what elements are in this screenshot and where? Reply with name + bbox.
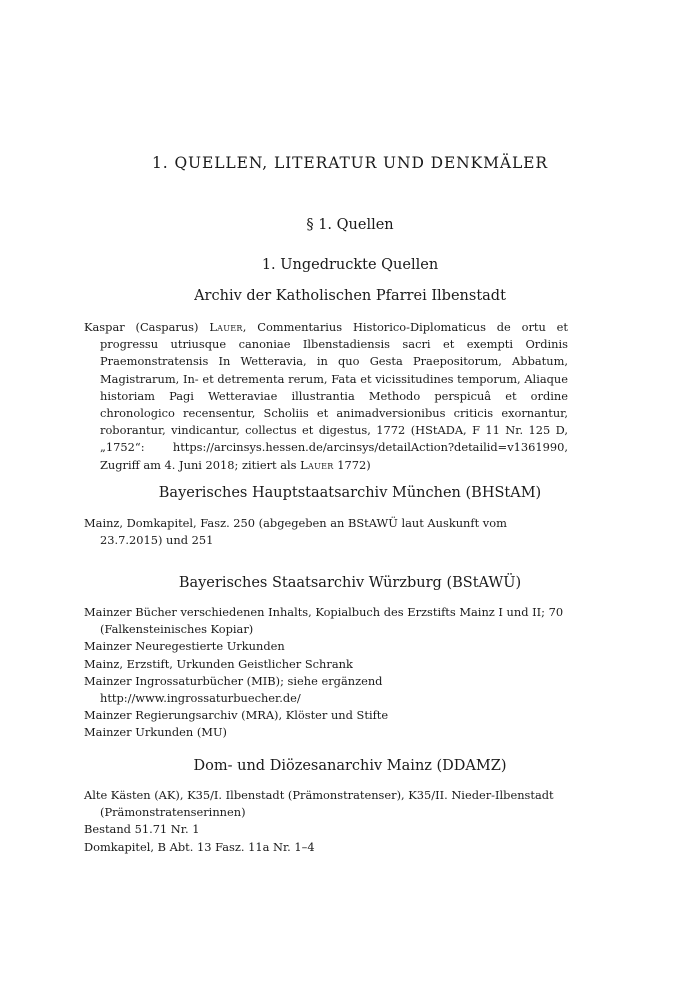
entry-alte-kaesten: Alte Kästen (AK), K35/I. Ilbenstadt (Prämonstratenser), K35/II. Nieder-Ilbenstadt (Prämonstratenserinnen) [84,788,554,820]
archive-heading-ddamz: Dom- und Diözesanarchiv Mainz (DDAMZ) [193,758,507,774]
entry-author-surname: Lauer [209,320,243,334]
entry-text: , Commentarius Historico-Diplomaticus de ortu et progressu utriusque canoniae Ilbenstadiensis sacri et exempti Ordinis Praemonstratensis In Wetteravia, in quo Gesta Praepositorum, Abbatum, Magistrarum, In- et detrementa rerum, Fata et vicissitudines temporum, Aliaque historiam Pagi Wetteraviae illustrantia Methodo perspicuâ et ordine chronologico recensentur, Scholiis et animadversionibus criticis exornantur, roborantur, vindicantur, collectus et digestus, 1772 (HStADA, F 11 Nr. 125 D, „1752“: https://arcinsys.hessen.de/arcinsys/detailAction?detailid=v1361990, Zugriff am 4. Juni 2018; zitiert als [100,320,569,472]
entry-mainzer-buecher: Mainzer Bücher verschiedenen Inhalts, Kopialbuch des Erzstifts Mainz I und II; 70 (Falkensteinisches Kopiar) [84,605,564,637]
entry-ingrossaturbuecher: Mainzer Ingrossaturbücher (MIB); siehe ergänzend http://www.ingrossaturbuecher.de/ [84,673,383,706]
archive-entries-ddamz [84,787,568,856]
entry-regierungsarchiv: Mainzer Regierungsarchiv (MRA), Klöster und Stifte [84,708,389,723]
entry-cite-author: Lauer [300,457,334,472]
archive-entries-bstawue [84,604,568,742]
subsection-title: 1. Ungedruckte Quellen [261,257,439,273]
archive-entries-bhstam [84,515,568,549]
entry-geistlicher-schrank: Mainz, Erzstift, Urkunden Geistlicher Schrank [84,656,353,671]
entry-author-forename: Kaspar (Casparus) [84,320,210,334]
entry-domkapitel-b-abt: Domkapitel, B Abt. 13 Fasz. 11a Nr. 1–4 [84,839,315,854]
entry-bestand: Bestand 51.71 Nr. 1 [84,822,200,837]
chapter-title: 1. QUELLEN, LITERATUR UND DENKMÄLER [152,154,548,172]
archive-heading-bstawue: Bayerisches Staatsarchiv Würzburg (BStAWÜ) [178,575,522,591]
section-title: § 1. Quellen [306,217,394,233]
entry-mainzer-urkunden: Mainzer Urkunden (MU) [84,725,228,740]
archive-entries-pfarrei-ilbenstadt [84,319,568,474]
entry-cite-year: 1772) [333,457,371,472]
entry-lauer-commentarius [84,319,568,474]
entry-mainz-domkapitel: Mainz, Domkapitel, Fasz. 250 (abgegeben an BStAWÜ laut Auskunft vom 23.7.2015) und 251 [84,516,507,548]
archive-heading-bhstam: Bayerisches Hauptstaatsarchiv München (BHStAM) [158,485,542,501]
archive-heading-pfarrei-ilbenstadt: Archiv der Katholischen Pfarrei Ilbenstadt [194,288,506,304]
entry-neuregestierte-urkunden: Mainzer Neuregestierte Urkunden [84,639,285,654]
